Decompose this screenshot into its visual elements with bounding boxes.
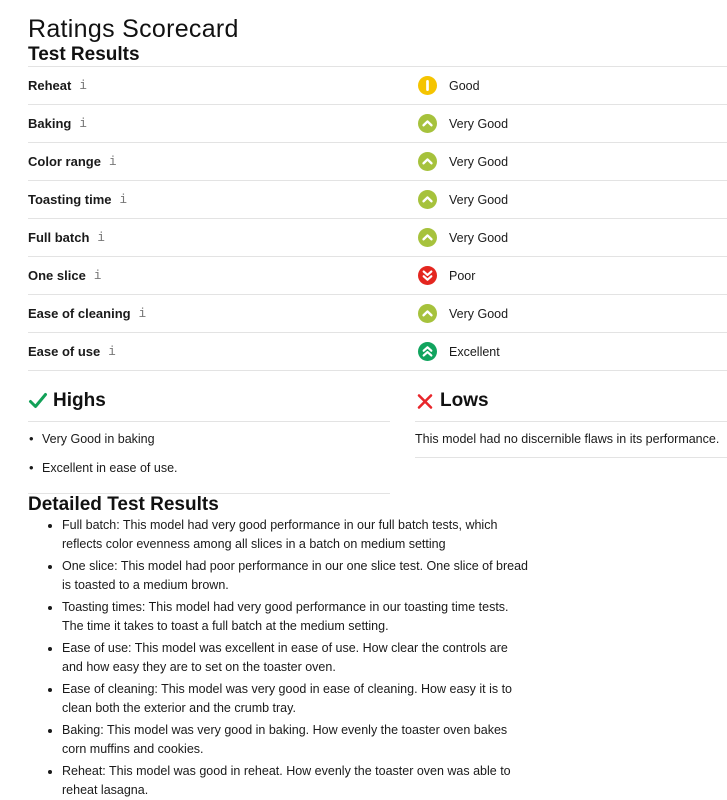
results-table xyxy=(28,66,727,371)
table-row xyxy=(28,219,727,257)
rating-cell xyxy=(418,342,500,361)
rating-cell xyxy=(418,114,508,133)
test-name: Ease of use xyxy=(28,344,101,359)
test-name: Color range xyxy=(28,154,101,169)
list-item: • Excellent in ease of use. xyxy=(28,461,390,475)
table-row xyxy=(28,181,727,219)
highs-section xyxy=(28,390,390,494)
rating-cell xyxy=(418,76,480,95)
rating-label: Very Good xyxy=(449,306,509,321)
info-icon[interactable]: i xyxy=(79,116,87,131)
test-label-cell xyxy=(28,230,418,245)
rating-excellent-icon xyxy=(418,342,437,361)
highs-lows-row xyxy=(28,390,727,494)
rating-label: Good xyxy=(449,78,480,93)
info-icon[interactable]: i xyxy=(93,268,102,283)
test-label-cell xyxy=(28,192,418,207)
table-row xyxy=(28,67,727,105)
lows-section xyxy=(415,390,727,494)
table-row xyxy=(28,257,727,295)
list-item: • One slice: This model had poor performance in our one slice test. One slice of bread is toasted to a medium brown. xyxy=(62,557,528,595)
table-row xyxy=(28,105,727,143)
rating-label: Poor xyxy=(449,268,476,283)
info-icon[interactable]: i xyxy=(138,306,147,321)
test-name: Reheat xyxy=(28,78,72,93)
info-icon[interactable]: i xyxy=(119,192,128,207)
test-label-cell xyxy=(28,268,418,283)
page-title: Ratings Scorecard xyxy=(28,15,239,43)
list-item: • Baking: This model was very good in baking. How evenly the toaster oven bakes corn muffins and cookies. xyxy=(62,721,528,759)
detailed-results-list xyxy=(46,516,528,800)
test-name: One slice xyxy=(28,268,86,283)
lows-body xyxy=(415,422,727,458)
detailed-results-section xyxy=(28,494,727,800)
info-icon[interactable]: i xyxy=(108,344,116,359)
highs-list xyxy=(28,422,390,493)
test-label-cell xyxy=(28,78,418,93)
info-icon[interactable]: i xyxy=(108,154,117,169)
rating-cell xyxy=(418,266,475,285)
highs-heading-label: Highs xyxy=(53,390,106,411)
rating-label: Very Good xyxy=(449,192,509,207)
list-item: • Ease of cleaning: This model was very good in ease of cleaning. How easy it is to clean both the exterior and the crumb tray. xyxy=(62,680,528,718)
test-name: Baking xyxy=(28,116,72,131)
rating-label: Excellent xyxy=(449,344,500,359)
rating-cell xyxy=(418,190,508,209)
list-item: • Reheat: This model was good in reheat. How evenly the toaster oven was able to reheat lasagna. xyxy=(62,762,528,800)
detailed-results-heading: Detailed Test Results xyxy=(28,494,219,515)
test-label-cell xyxy=(28,116,418,131)
lows-text: This model had no discernible flaws in its performance. xyxy=(415,432,720,446)
test-label-cell xyxy=(28,306,418,321)
rating-very-good-icon xyxy=(418,152,437,171)
test-label-cell xyxy=(28,154,418,169)
table-row xyxy=(28,295,727,333)
rating-label: Very Good xyxy=(449,116,509,131)
test-label-cell xyxy=(28,344,418,359)
lows-heading xyxy=(415,390,727,422)
list-item: • Ease of use: This model was excellent in ease of use. How clear the controls are and how easy they are to set on the toaster oven. xyxy=(62,639,528,677)
rating-very-good-icon xyxy=(418,228,437,247)
highs-heading xyxy=(28,390,390,422)
table-row xyxy=(28,143,727,181)
list-item: • Toasting times: This model had very good performance in our toasting time tests. The time it takes to toast a full batch at the medium setting. xyxy=(62,598,528,636)
test-name: Ease of cleaning xyxy=(28,306,131,321)
list-item: • Full batch: This model had very good performance in our full batch tests, which reflects color evenness among all slices in a batch on medium setting xyxy=(62,516,528,554)
rating-poor-icon xyxy=(418,266,437,285)
test-results-heading: Test Results xyxy=(28,44,140,65)
list-item: • Very Good in baking xyxy=(28,432,390,446)
x-icon xyxy=(415,391,435,411)
table-row xyxy=(28,333,727,371)
check-icon xyxy=(28,391,48,411)
rating-good-icon xyxy=(418,76,437,95)
info-icon[interactable]: i xyxy=(79,78,87,93)
rating-very-good-icon xyxy=(418,190,437,209)
rating-cell xyxy=(418,152,508,171)
test-results-section xyxy=(28,44,727,371)
info-icon[interactable]: i xyxy=(97,230,105,245)
rating-very-good-icon xyxy=(418,114,437,133)
test-name: Full batch xyxy=(28,230,90,245)
rating-very-good-icon xyxy=(418,304,437,323)
test-name: Toasting time xyxy=(28,192,112,207)
rating-label: Very Good xyxy=(449,154,509,169)
lows-heading-label: Lows xyxy=(440,390,489,411)
rating-label: Very Good xyxy=(449,230,509,245)
rating-cell xyxy=(418,304,508,323)
highs-body xyxy=(28,422,390,494)
rating-cell xyxy=(418,228,508,247)
